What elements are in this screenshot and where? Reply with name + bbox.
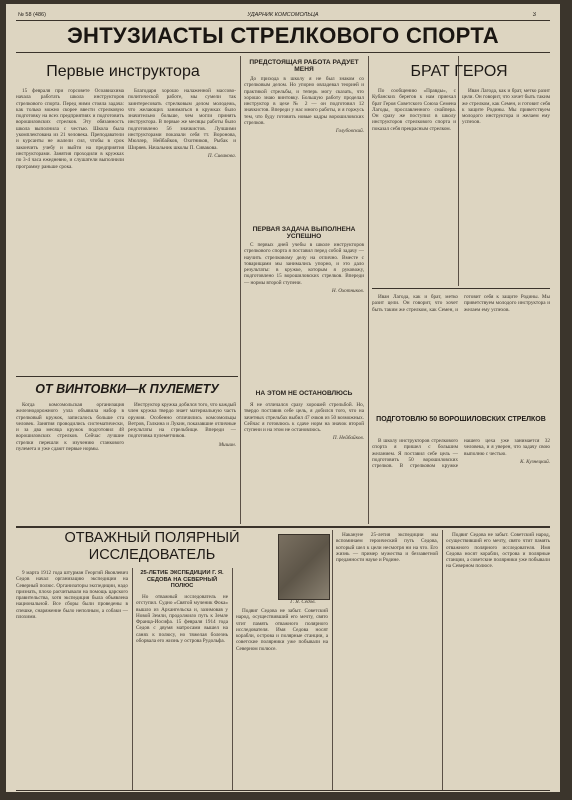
column-rule-2 [368,56,369,524]
first-task-body: С первых дней учебы в школе инструкторов стрелкового спорта я поставил перед собой задачу — научить стрелковому делу на отлично. Вместе с товарищами мы занимались упорно, и это дало результаты: в кружке, которым я руковожу, подготовлено 15 ворошиловских стрелков. Впереди — нормы второй ступени. Н. Охотников. [244,242,364,295]
first-instructors-col2: Благодаря хорошо налаженной массово-политической работе, мы сумели так заинтересовать стрелковым делом молодежь, что желающих заниматься в кружках было значительно больше, чем могли принять инструктора. В первые же месяцы работы было подготовлено 56 значкистов. Лучшими инструкторами показали себя тт. Воронова, Мюллер, Нейбайков, Охотников, Рыбак и Ширяев. Начальник школы П. Сивакова. П. Сивакова. [128,88,236,159]
masthead-rule [16,20,550,21]
banner-rule [16,52,550,53]
first-task-signature: Н. Охотников. [331,288,364,295]
first-instructors-col1: 15 февраля при горсовете Осоавиахима начала работать школа инструкторов стрелкового спорта. Перед ними стояла задача: как только можно скорее ввести стрелковую подготовку на всех предприятиях и подготовить ворошиловских стрелков. Эту обязанность школа выполнила с честью. Школа была укомплектована из 21 человека. Преподаватели и курсанты не жалели сил, чтобы в срок закончить учебу и выйти на предприятия инструкторами. Занятия проходили в кружках по 3-4 часа ежедневно, и слушатели выполнили программу раньше срока. [16,88,124,170]
issue-number: № 58 (486) [18,12,46,18]
polar-explorer-col3: Подвиг Седова не забыт. Советский народ, осуществивший его мечту, свято чтит память отважного полярного исследователя. Имя Седова носят корабли, острова и полярные станции, а советские полярники уже побывали на Северном полюсе. [236,608,328,652]
prepare-50-title: ПОДГОТОВЛЮ 50 ВОРОШИЛОВСКИХ СТРЕЛКОВ [376,416,546,423]
work-pleases-body: До прихода в школу я не был знаком со стрелковым делом. Но упорно овладевал теорией и практикой стрельбы, и теперь могу сказать, что хорошо знаю винтовку. Большую работу проделал инструктор в цехе № 2 — он подготовил 12 значкистов. Впереди у нас много работы, и я горжусь тем, что буду готовить новые кадры ворошиловских стрелков. Голубовский. [244,76,364,135]
section-rule-right [372,288,550,289]
prepare-50-title-box [372,416,550,436]
prepare-50-body: В школу инструкторов стрелкового спорта я пришел с большим желанием. Я поставил себе цель — подготовить 50 ворошиловских стрелков. В стрелковом кружке нашего цеха уже занимается 32 человека, и я уверен, что задачу свою выполню с честью. К. Кузнецкий. [372,438,550,470]
not-stopping-body: Я не отличался сразу хорошей стрельбой. Но, твердо поставив себе цель, я добился того, что на зачетных стрельбах выбил 47 очков из 50 возможных. Сейчас я готовлюсь к сдаче норм на значок второй ступени и на этом не остановлюсь. П. Нейбайков. [244,402,364,442]
polar-explorer-col1: 9 марта 1912 года штурман Георгий Яковлевич Седов начал организацию экспедиции на Северный полюс. Организаторы экспедиции, надо признать, плохо расчитывали на помощь царского правительства, хотя экспедиция была объявлена национальной. Все сборы были проведены в спешке, снаряжение было неполным, а собаки — плохими. [16,570,128,621]
polar-explorer-col4: Накануне 25-летия экспедиции мы вспоминаем героический путь Седова, который шел к цели несмотря ни на что. Его жизнь — пример мужества и беззаветной преданности науке и Родине. [336,532,438,564]
sedov-portrait-caption: Г. Я. Седов. [290,599,316,605]
polar-explorer-title: ОТВАЖНЫЙ ПОЛЯРНЫЙ ИССЛЕДОВАТЕЛЬ [64,530,240,563]
rifle-to-mg-signature: Мишин. [218,441,236,448]
first-instructors-title: Первые инструктора [46,63,200,80]
lower-column-rule-4 [442,530,443,790]
paper-name: УДАРНИК КОМСОМОЛЬЦА [247,12,319,18]
brother-hero-title: БРАТ ГЕРОЯ [410,63,508,80]
polar-explorer-col2: Но отважный исследователь не отступил. Судно «Святой мученик Фока» вышло из Архангельска и, зазимовав у Новой Земли, продолжило путь к Земле Франца-Иосифа. 15 февраля 1914 года Седов с двумя матросами вышел на санях к полюсу, но тяжелая болезнь оборвала его жизнь у острова Рудольфа. [136,594,228,645]
first-task-title: ПЕРВАЯ ЗАДАЧА ВЫПОЛНЕНА УСПЕШНО [252,226,356,241]
prepare-50-signature: К. Кузнецкий. [520,458,550,465]
polar-explorer-col5: Подвиг Седова не забыт. Советский народ, осуществивший его мечту, свято чтит память отважного полярного исследователя. Имя Седова носят корабли, острова и полярные станции, а советские полярники уже побывали на Северном полюсе. [446,532,550,570]
lower-column-rule-2 [232,568,233,790]
lower-section-rule [16,526,550,528]
section-rule-left [16,376,238,377]
work-pleases-signature: Голубовский. [335,128,364,135]
first-instructors-signature: П. Сивакова. [207,152,236,159]
sedov-portrait [278,534,330,600]
brother-hero-continuation: Иван Лагода, как и брат, метко разит цели. Он говорит, что хочет быть таким же стрелком, как Семен, и готовит себя к защите Родины. Мы приветствуем молодого инструктора и желаем ему успехов. [372,294,550,313]
brother-hero-col2: Иван Лагода, как и брат, метко разит цели. Он говорит, что хочет быть таким же стрелком, как Семен, и готовит себя к защите Родины. Мы приветствуем молодого инструктора и желаем ему успехов. [462,88,550,126]
not-stopping-signature: П. Нейбайков. [332,435,364,442]
rifle-to-mg-col1: Когда комсомольская организация железнодорожного узла объявила набор в стрелковый кружок, записалось больше ста человек. Занятия проводились систематически, и за два месяца кружок подготовил 48 ворошиловских стрелков. Сейчас лучшие стрелки перешли к изучению станкового пулемета и уже сдают первые нормы. [16,402,124,453]
rifle-to-mg-title: ОТ ВИНТОВКИ—К ПУЛЕМЕТУ [35,382,219,396]
column-rule-1 [240,56,241,524]
brother-hero-col1: По сообщению «Правды», с Кубанских берегов к нам приехал брат Героя Советского Союза Семена Лагоды, прославленного снайпера. Он сразу же поступил в школу инструкторов стрелкового спорта и показал себя прекрасным стрелком. [372,88,456,132]
column-rule-3 [458,56,459,286]
polar-explorer-subtitle: 25-ЛЕТИЕ ЭКСПЕДИЦИИ Г. Я. СЕДОВА НА СЕВЕРНЫЙ ПОЛЮС [140,570,224,590]
not-stopping-title: НА ЭТОМ НЕ ОСТАНОВЛЮСЬ [255,390,353,397]
lower-column-rule-1 [132,568,133,790]
newspaper-page [6,4,560,792]
page-number: 3 [532,12,536,18]
work-pleases-title: ПРЕДСТОЯЩАЯ РАБОТА РАДУЕТ МЕНЯ [249,59,359,74]
bottom-rule [16,790,550,791]
lower-column-rule-3 [332,530,333,790]
page-banner: ЭНТУЗИАСТЫ СТРЕЛКОВОГО СПОРТА [67,23,499,48]
rifle-to-mg-col2: Инструктор кружка добился того, что каждый член кружка твердо знает материальную часть оружия. Особенно отличились комсомольцы Ветров, Галкина и Лукин, показавшие отличные результаты на стрельбище. Впереди — подготовка пулеметчиков. Мишин. [128,402,236,448]
